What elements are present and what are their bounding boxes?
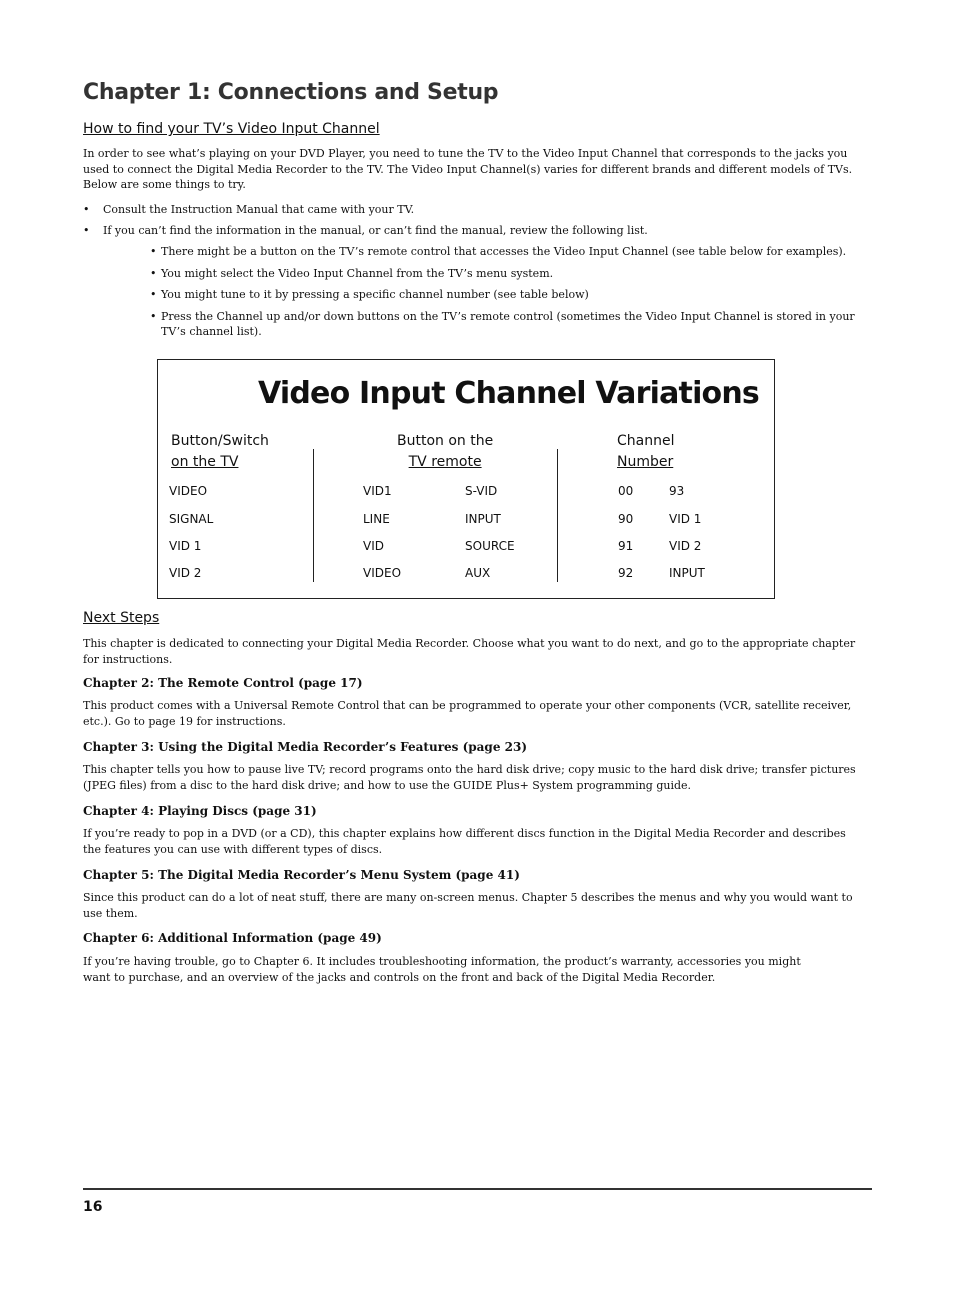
table-cell: SIGNAL — [169, 512, 214, 526]
table-divider — [557, 449, 558, 582]
chapter-4-description: If you’re ready to pop in a DVD (or a CD), this chapter explains how different discs function in the Digital Media Recorder and describes the features you can use with different types of discs. — [83, 827, 846, 856]
table-header-line: Channel — [617, 433, 675, 449]
table-cell: VID1 — [363, 484, 392, 498]
table-header-line: on the TV — [171, 454, 239, 470]
chapter-6-heading: Chapter 6: Additional Information (page 49) — [83, 931, 382, 945]
table-cell: VID 2 — [169, 566, 202, 580]
table-cell: 91 — [618, 539, 634, 553]
table-cell: INPUT — [669, 566, 705, 580]
table-cell: VID — [363, 539, 384, 553]
chapter-6-description: If you’re having trouble, go to Chapter 6. It includes troubleshooting information, the product’s warranty, accessories you might want to purchase, and an overview of the jacks and controls on the front and back of the Digital Media Recorder. — [83, 955, 801, 984]
chapter-3-description: This chapter tells you how to pause live TV; record programs onto the hard disk drive; copy music to the hard disk drive; transfer pictures (JPEG files) from a disc to the hard disk drive; and how to use the GUIDE Plus+ System programming guide. — [83, 763, 856, 792]
sub-bullet-item: • There might be a button on the TV’s remote control that accesses the Video Input Channel (see table below for examples). — [150, 244, 862, 259]
table-cell: S-VID — [465, 484, 498, 498]
table-header-line: Number — [617, 454, 674, 470]
table-header-line: TV remote — [408, 454, 482, 470]
chapter-2-heading: Chapter 2: The Remote Control (page 17) — [83, 676, 363, 690]
table-header-channel-number — [617, 431, 674, 473]
table-title: Video Input Channel Variations — [258, 376, 759, 411]
table-cell: SOURCE — [465, 539, 515, 553]
section-intro-paragraph: In order to see what’s playing on your DVD Player, you need to tune the TV to the Video Input Channel that corresponds to the jacks you used to connect the Digital Media Recorder to the TV. The Video Input Channel(s) varies for different brands and different models of TVs. Below are some things to try. — [83, 147, 853, 191]
sub-bullet-list — [150, 244, 862, 345]
sub-bullet-item: • You might select the Video Input Channel from the TV’s menu system. — [150, 266, 862, 281]
chapter-3-heading: Chapter 3: Using the Digital Media Recorder’s Features (page 23) — [83, 740, 528, 754]
table-header-tv-button — [171, 431, 269, 473]
table-cell: 00 — [618, 484, 634, 498]
table-cell: VIDEO — [363, 566, 402, 580]
section-heading-video-input: How to find your TV’s Video Input Channel — [83, 121, 380, 137]
chapter-5-heading: Chapter 5: The Digital Media Recorder’s Menu System (page 41) — [83, 868, 520, 882]
table-divider — [313, 449, 314, 582]
table-cell: VIDEO — [169, 484, 208, 498]
table-cell: 92 — [618, 566, 634, 580]
table-header-line: Button/Switch — [171, 433, 269, 449]
chapter-title: Chapter 1: Connections and Setup — [83, 80, 499, 105]
table-cell: VID 1 — [169, 539, 202, 553]
table-cell: LINE — [363, 512, 390, 526]
video-input-table — [157, 359, 775, 599]
chapter-2-description: This product comes with a Universal Remote Control that can be programmed to operate your other components (VCR, satellite receiver, etc.). Go to page 19 for instructions. — [83, 699, 852, 728]
footer-rule — [83, 1188, 872, 1190]
table-cell: AUX — [465, 566, 491, 580]
sub-bullet-item: • Press the Channel up and/or down buttons on the TV’s remote control (sometimes the Video Input Channel is stored in your TV’s channel list). — [150, 309, 862, 339]
table-cell: VID 2 — [669, 539, 702, 553]
table-cell: 90 — [618, 512, 634, 526]
chapter-4-heading: Chapter 4: Playing Discs (page 31) — [83, 804, 317, 818]
bullet-item: • Consult the Instruction Manual that came with your TV. — [83, 202, 863, 217]
page-number: 16 — [83, 1199, 103, 1215]
chapter-5-description: Since this product can do a lot of neat stuff, there are many on-screen menus. Chapter 5 describes the menus and why you would want to use them. — [83, 891, 853, 920]
table-cell: VID 1 — [669, 512, 702, 526]
bullet-item: • If you can’t find the information in the manual, or can’t find the manual, review the following list. — [83, 223, 863, 238]
table-header-line: Button on the — [397, 433, 494, 449]
table-cell: 93 — [669, 484, 685, 498]
sub-bullet-item: • You might tune to it by pressing a specific channel number (see table below) — [150, 287, 862, 302]
table-header-remote-button — [397, 431, 493, 473]
section-heading-next-steps: Next Steps — [83, 610, 160, 626]
bullet-list — [83, 202, 863, 244]
table-cell: INPUT — [465, 512, 501, 526]
next-steps-intro: This chapter is dedicated to connecting your Digital Media Recorder. Choose what you want to do next, and go to the appropriate chapter for instructions. — [83, 637, 856, 666]
